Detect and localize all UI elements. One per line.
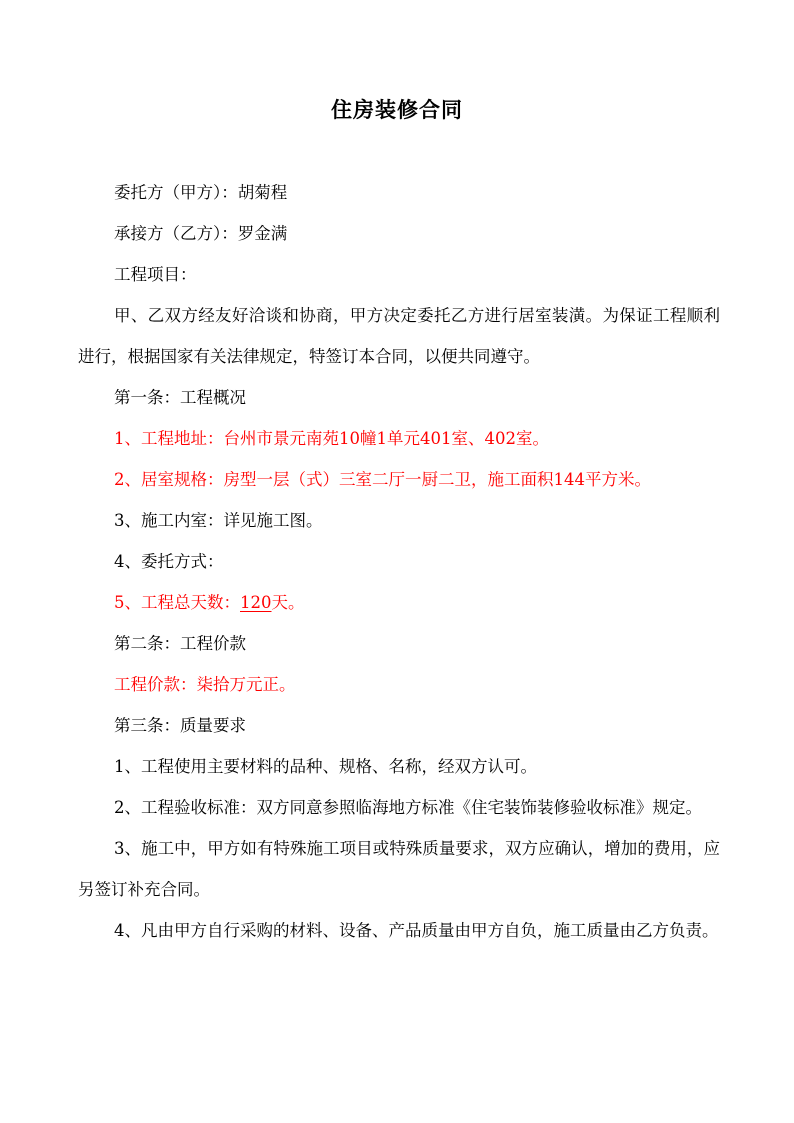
- article3-item4: 4、凡由甲方自行采购的材料、设备、产品质量由甲方自负，施工质量由乙方负责。: [114, 921, 719, 940]
- party-a: 委托方（甲方）：胡菊程: [114, 183, 288, 202]
- article1-item2: 2、居室规格：房型一层（式）三室二厅一厨二卫，施工面积144平方米。: [114, 470, 651, 489]
- article2-heading: 第二条：工程价款: [114, 634, 246, 653]
- article1-item5: [78, 582, 720, 623]
- document-body: [78, 172, 720, 951]
- party-b: 承接方（乙方）：罗金满: [114, 224, 288, 243]
- article1-item1: 1、工程地址：台州市景元南苑10幢1单元401室、402室。: [114, 429, 549, 448]
- intro-paragraph: 甲、乙双方经友好洽谈和协商，甲方决定委托乙方进行居室装潢。为保证工程顺利进行，根据国家有关法律规定，特签订本合同，以便共同遵守。: [78, 306, 720, 366]
- article3-heading: 第三条：质量要求: [114, 716, 246, 735]
- article1-item3: 3、施工内室：详见施工图。: [114, 511, 323, 530]
- article3-item3: 3、施工中，甲方如有特殊施工项目或特殊质量要求，双方应确认，增加的费用，应另签订补充合同。: [78, 839, 720, 899]
- article2-price: 工程价款：柒拾万元正。: [114, 675, 296, 694]
- article1-heading: 第一条：工程概况: [114, 388, 246, 407]
- document-title: 住房装修合同: [331, 98, 463, 122]
- item5-prefix: 5、工程总天数：: [114, 593, 240, 612]
- article3-item1: 1、工程使用主要材料的品种、规格、名称，经双方认可。: [114, 757, 537, 776]
- article1-item4: 4、委托方式：: [114, 552, 224, 571]
- article3-item2: 2、工程验收标准：双方同意参照临海地方标准《住宅装饰装修验收标准》规定。: [114, 798, 702, 817]
- item5-days: 120: [240, 593, 272, 612]
- item5-suffix: 天。: [271, 593, 305, 612]
- project-label: 工程项目：: [114, 265, 197, 284]
